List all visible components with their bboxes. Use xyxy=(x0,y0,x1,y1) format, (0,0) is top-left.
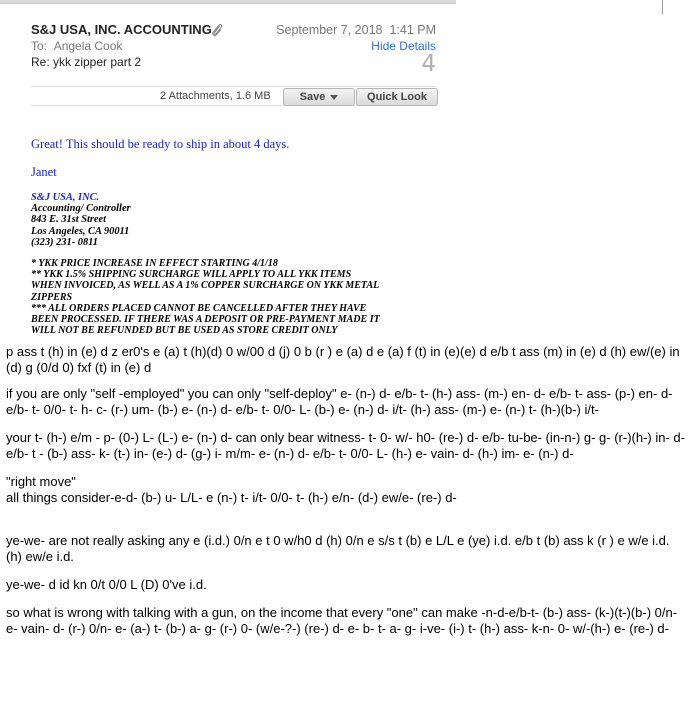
hide-details-link[interactable]: Hide Details xyxy=(371,39,436,53)
body-paragraph: "right move" all things consider-e-d- (b-) u- L/L- e (n-) t- i/t- 0/0- t- (h-) e/n- (d-) ew/e- (re-) d- xyxy=(6,474,457,505)
save-button[interactable]: Save xyxy=(283,88,355,106)
recipient-name[interactable]: Angela Cook xyxy=(53,39,123,53)
message-subject: Re: ykk zipper part 2 xyxy=(31,55,142,69)
signature-block xyxy=(31,192,131,248)
notice-line: WILL NOT BE REFUNDED BUT BE USED AS STORE CREDIT ONLY xyxy=(31,325,338,337)
window-edge-divider xyxy=(662,0,663,14)
body-paragraph: if you are only "self -employed" you can only "self-deploy" e- (n-) d- e/b- t- (h-) ass- (m-) en- d- e/b- t- ass- (p-) en- d- e/b- t- 0/0- t- h- c- (r-) um- (b-) e- (n-) d- e/b- t- 0/0- L- (b-) e- (n-) d- i/t- (h-) ass- (m-) e- (n-) t- (h-)(b-) i/t- xyxy=(6,386,673,417)
message-date: September 7, 2018 1:41 PM xyxy=(276,23,436,37)
notice-line: ZIPPERS xyxy=(31,291,73,303)
signature-title: Accounting/ Controller xyxy=(31,203,131,215)
attachments-info: 2 Attachments, 1.6 MB xyxy=(160,90,271,102)
quick-look-button[interactable]: Quick Look xyxy=(356,88,438,106)
message-greeting: Great! This should be ready to ship in about 4 days. xyxy=(31,137,290,151)
message-signoff: Janet xyxy=(31,165,57,179)
notice-line: * YKK PRICE INCREASE IN EFFECT STARTING 4/1/18 xyxy=(31,258,278,269)
signature-phone: (323) 231- 0811 xyxy=(31,236,98,248)
attachment-count-badge: 4 xyxy=(421,51,436,77)
window-top-border xyxy=(0,0,456,4)
body-paragraph: p ass t (h) in (e) d z er0's e (a) t (h)(d) 0 w/00 d (j) 0 b (r ) e (a) d e (a) f (t) in (e)(e) d e/b t ass (m) in (e) d (h) ew/(e) in (d) g (0/d 0) fxf (t) in (e) d xyxy=(6,344,680,375)
body-paragraph: ye-we- d id kn 0/t 0/0 L (D) 0've i.d. xyxy=(6,577,207,592)
notice-block xyxy=(31,258,451,336)
signature-street: 843 E. 31st Street xyxy=(31,214,107,226)
notice-line: BEEN PROCESSED. IF THERE WAS A DEPOSIT OR PRE-PAYMENT MADE IT xyxy=(31,314,380,326)
sender-name[interactable]: S&J USA, INC. ACCOUNTING xyxy=(31,22,212,37)
signature-city: Los Angeles, CA 90011 xyxy=(31,225,130,237)
signature-company: S&J USA, INC. xyxy=(31,192,100,203)
body-paragraph: ye-we- are not really asking any e (i.d.) 0/n e t 0 w/h0 d (h) 0/n e s/s t (b) e L/L e (ye) i.d. e/b t (b) ass k (r ) e w/e i.d. (h) ew/e i.d. xyxy=(6,533,670,564)
body-paragraph: your t- (h-) e/m - p- (0-) L- (L-) e- (n-) d- can only bear witness- t- 0- w/- h0- (re-) d- e/b- tu-be- (in-n-) g- g- (r-)(h-) in- d- e/b- t - (b-) ass- k- (t-) in- (e-) d- (g-) i- m/m- e- (n-) d- e/b- t- 0/0- L- (h-) e- vain- d- (h-) im- e- (n-) d- xyxy=(6,430,685,461)
body-paragraph: so what is wrong with talking with a gun, on the income that every "one" can make -n-d-e/b-t- (b-) ass- (k-)(t-)(b-) 0/n- e- vain- d- (r-) 0/n- e- (a-) t- (b-) a- g- (r-) 0- (w/e-?-) (re-) d- e- b- t- a- g- i-ve- (i-) t- (h-) ass- k-n- 0- w/-(h-) e- (re-) d- xyxy=(6,605,678,636)
notice-line: WHEN INVOICED, AS WELL AS A 1% COPPER SURCHARGE ON YKK METAL xyxy=(31,280,380,292)
notice-line: ** YKK 1.5% SHIPPING SURCHARGE WILL APPLY TO ALL YKK ITEMS xyxy=(31,269,352,281)
notice-line: *** ALL ORDERS PLACED CANNOT BE CANCELLED AFTER THEY HAVE xyxy=(31,302,367,314)
message-body xyxy=(6,344,686,637)
caret-down-icon xyxy=(330,95,338,100)
recipient-line: To: Angela Cook xyxy=(31,39,123,53)
paperclip-icon xyxy=(210,22,224,38)
attachment-bar xyxy=(31,86,436,106)
